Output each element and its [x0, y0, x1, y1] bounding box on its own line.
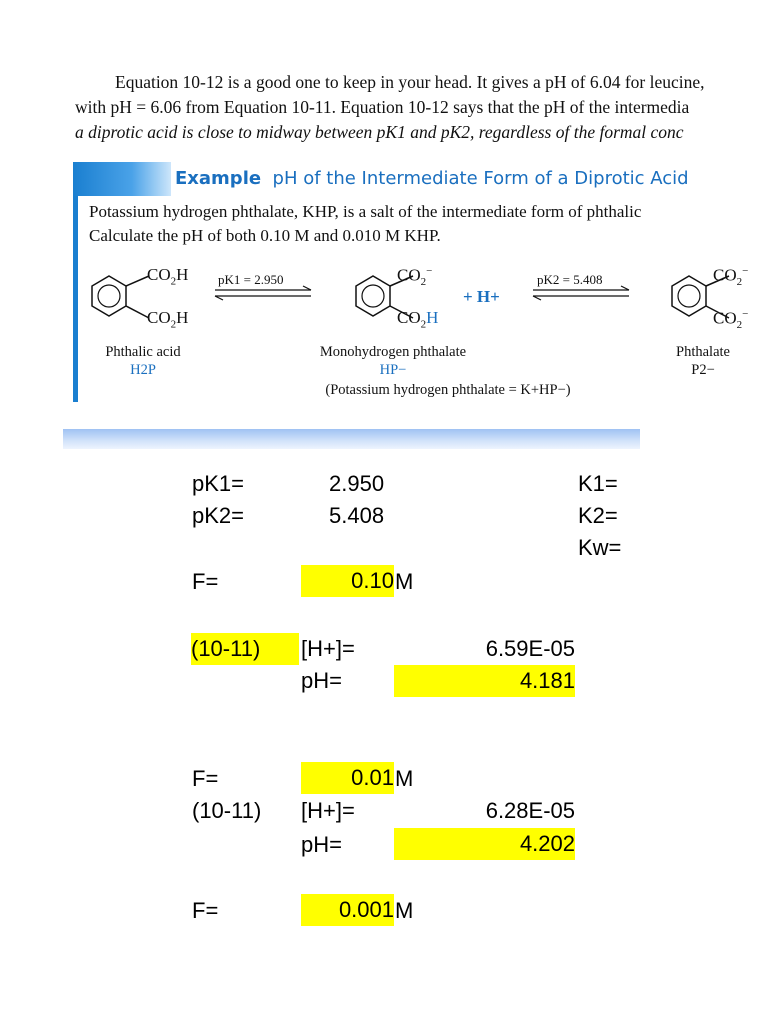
example-label: Example [175, 168, 262, 189]
ph2-label: pH= [301, 832, 342, 857]
f1-unit: M [395, 569, 414, 594]
kw-label: Kw= [578, 535, 622, 560]
species3-name: Phthalate [676, 344, 730, 360]
h2-value[interactable]: 6.28E-05 [485, 798, 575, 823]
species1-name: Phthalic acid [105, 344, 181, 360]
species1-formula: H2P [130, 362, 156, 378]
species2-name: Monohydrogen phthalate [319, 344, 467, 360]
k2-label: K2= [578, 503, 618, 528]
f3-label: F= [192, 898, 219, 923]
plus-proton: + H+ [463, 287, 500, 306]
example-text-line-2: Calculate the pH of both 0.10 M and 0.010 M KHP. [89, 226, 441, 245]
f2-unit: M [395, 766, 414, 791]
pk2-value[interactable]: 5.408 [329, 503, 385, 528]
pk1-label: pK1= [192, 471, 244, 496]
k1-label: K1= [578, 471, 618, 496]
h2-label: [H+]= [301, 798, 355, 823]
eq-ref-1: (10-11) [191, 633, 299, 665]
species2-formula: HP− [379, 362, 407, 378]
f2-label: F= [192, 766, 219, 791]
h1-label: [H+]= [301, 636, 355, 661]
ph1-value[interactable]: 4.181 [394, 665, 575, 697]
ph1-label: pH= [301, 668, 342, 693]
ph2-value[interactable]: 4.202 [394, 828, 575, 860]
f1-value[interactable]: 0.10 [301, 565, 394, 597]
divider-band [63, 429, 640, 449]
species3-formula: P2− [691, 362, 715, 378]
paragraph-line-3: a diprotic acid is close to midway between pK1 and pK2, regardless of the formal conc [75, 122, 684, 142]
pk1-value[interactable]: 2.950 [329, 471, 385, 496]
pk1-arrow-label: pK1 = 2.950 [218, 272, 284, 287]
equilibrium-arrow-icon [215, 286, 311, 300]
group-co2-minus-right-bottom: $CO_2^-$ [713, 308, 749, 332]
f3-value[interactable]: 0.001 [301, 894, 394, 926]
paragraph-line-1: Equation 10-12 is a good one to keep in your head. It gives a pH of 6.04 for leucine, [115, 72, 705, 92]
eq-ref-2: (10-11) [192, 798, 262, 823]
group-co2-minus-right-top: $CO_2^-$ [713, 265, 749, 289]
pk2-arrow-label: pK2 = 5.408 [537, 272, 603, 287]
group-co2h-bottom: $CO_2H$ [147, 308, 189, 331]
paragraph-line-2: with pH = 6.06 from Equation 10-11. Equation 10-12 says that the pH of the intermedia [75, 97, 690, 117]
example-header-bar [73, 162, 171, 196]
example-title-text: pH of the Intermediate Form of a Diprotic Acid [272, 168, 689, 189]
benzene-ring-icon [92, 276, 149, 318]
example-side-stripe [73, 196, 78, 402]
example-text-line-1: Potassium hydrogen phthalate, KHP, is a salt of the intermediate form of phthalic [89, 202, 642, 221]
equilibrium-arrow-icon [533, 286, 629, 300]
group-co2h-top: $CO_2H$ [147, 265, 189, 288]
group-co2-minus-top: $CO_2^-$ [397, 265, 433, 289]
group-co2h-middle: $CO_2H$ [397, 308, 439, 331]
f3-unit: M [395, 898, 414, 923]
example-title [175, 168, 689, 189]
species2-note: (Potassium hydrogen phthalate = K+HP−) [325, 382, 571, 398]
textbook-excerpt [63, 62, 768, 402]
pk2-label: pK2= [192, 503, 244, 528]
h1-value[interactable]: 6.59E-05 [485, 636, 575, 661]
f2-value[interactable]: 0.01 [301, 762, 394, 794]
f1-label: F= [192, 569, 219, 594]
